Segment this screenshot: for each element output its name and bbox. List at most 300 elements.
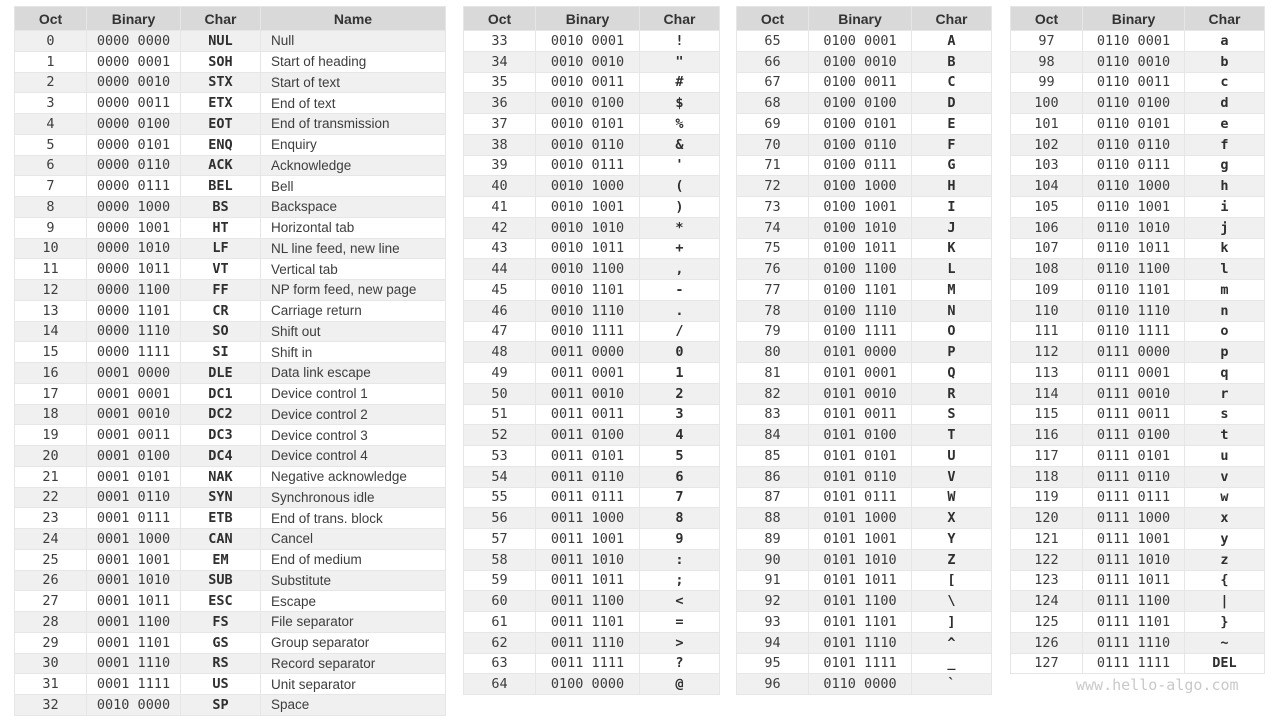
char-cell: + (640, 238, 720, 259)
table-row (15, 259, 446, 280)
table-row (464, 549, 720, 570)
char-cell: HT (181, 217, 261, 238)
table-row (15, 342, 446, 363)
table-row (464, 342, 720, 363)
binary-cell: 0100 1001 (809, 197, 912, 218)
table-row (737, 72, 992, 93)
oct-cell: 58 (464, 549, 536, 570)
table-row (15, 238, 446, 259)
char-cell: x (1185, 508, 1265, 529)
name-cell: End of text (261, 93, 446, 114)
binary-cell: 0000 1001 (87, 217, 181, 238)
char-cell: L (912, 259, 992, 280)
name-cell: Null (261, 31, 446, 52)
table-row (464, 321, 720, 342)
oct-cell: 79 (737, 321, 809, 342)
table-row (1011, 300, 1265, 321)
char-cell: 8 (640, 508, 720, 529)
table-row (464, 217, 720, 238)
binary-cell: 0000 1110 (87, 321, 181, 342)
binary-cell: 0111 1010 (1083, 549, 1185, 570)
binary-cell: 0011 1001 (536, 529, 640, 550)
char-cell: h (1185, 176, 1265, 197)
table-row (1011, 155, 1265, 176)
binary-cell: 0001 0100 (87, 446, 181, 467)
ascii-table-uppercase-letters (736, 6, 992, 695)
binary-cell: 0000 0000 (87, 31, 181, 52)
binary-cell: 0100 0010 (809, 51, 912, 72)
table-row (464, 259, 720, 280)
oct-cell: 51 (464, 404, 536, 425)
char-cell: t (1185, 425, 1265, 446)
char-cell: v (1185, 466, 1265, 487)
oct-cell: 85 (737, 446, 809, 467)
oct-cell: 109 (1011, 280, 1083, 301)
binary-cell: 0110 0000 (809, 674, 912, 695)
column-header-binary: Binary (536, 7, 640, 31)
char-cell: NUL (181, 31, 261, 52)
oct-cell: 37 (464, 114, 536, 135)
table-row (1011, 134, 1265, 155)
binary-cell: 0011 1111 (536, 653, 640, 674)
oct-cell: 39 (464, 155, 536, 176)
table-row (464, 466, 720, 487)
table-row (737, 217, 992, 238)
char-cell: SUB (181, 570, 261, 591)
ascii-table-punctuation-digits (463, 6, 720, 695)
oct-cell: 59 (464, 570, 536, 591)
binary-cell: 0001 0010 (87, 404, 181, 425)
char-cell: i (1185, 197, 1265, 218)
table-row (737, 446, 992, 467)
table-row (737, 383, 992, 404)
binary-cell: 0110 1000 (1083, 176, 1185, 197)
table-row (1011, 529, 1265, 550)
char-cell: N (912, 300, 992, 321)
binary-cell: 0101 1011 (809, 570, 912, 591)
oct-cell: 95 (737, 653, 809, 674)
binary-cell: 0111 0000 (1083, 342, 1185, 363)
binary-cell: 0110 1100 (1083, 259, 1185, 280)
oct-cell: 64 (464, 674, 536, 695)
table-row (737, 570, 992, 591)
oct-cell: 88 (737, 508, 809, 529)
oct-cell: 2 (15, 72, 87, 93)
binary-cell: 0110 0101 (1083, 114, 1185, 135)
oct-cell: 66 (737, 51, 809, 72)
table-row (15, 446, 446, 467)
oct-cell: 65 (737, 31, 809, 52)
table-row (1011, 238, 1265, 259)
oct-cell: 33 (464, 31, 536, 52)
oct-cell: 53 (464, 446, 536, 467)
name-cell: Record separator (261, 653, 446, 674)
oct-cell: 108 (1011, 259, 1083, 280)
table-row (15, 549, 446, 570)
column-header-binary: Binary (87, 7, 181, 31)
oct-cell: 83 (737, 404, 809, 425)
table-row (15, 404, 446, 425)
char-cell: f (1185, 134, 1265, 155)
oct-cell: 121 (1011, 529, 1083, 550)
name-cell: Space (261, 695, 446, 716)
binary-cell: 0011 1011 (536, 570, 640, 591)
char-cell: # (640, 72, 720, 93)
oct-cell: 126 (1011, 632, 1083, 653)
table-row (737, 134, 992, 155)
binary-cell: 0001 1001 (87, 549, 181, 570)
char-cell: k (1185, 238, 1265, 259)
oct-cell: 115 (1011, 404, 1083, 425)
binary-cell: 0100 1010 (809, 217, 912, 238)
oct-cell: 87 (737, 487, 809, 508)
char-cell: s (1185, 404, 1265, 425)
table-row (1011, 404, 1265, 425)
name-cell: End of medium (261, 549, 446, 570)
binary-cell: 0110 1011 (1083, 238, 1185, 259)
oct-cell: 114 (1011, 383, 1083, 404)
oct-cell: 106 (1011, 217, 1083, 238)
binary-cell: 0010 0110 (536, 134, 640, 155)
oct-cell: 3 (15, 93, 87, 114)
column-header-char: Char (640, 7, 720, 31)
table-row (15, 134, 446, 155)
name-cell: Negative acknowledge (261, 466, 446, 487)
binary-cell: 0000 1101 (87, 300, 181, 321)
binary-cell: 0101 0110 (809, 466, 912, 487)
binary-cell: 0001 1101 (87, 632, 181, 653)
binary-cell: 0101 0000 (809, 342, 912, 363)
table-row (737, 259, 992, 280)
oct-cell: 102 (1011, 134, 1083, 155)
table-row (464, 529, 720, 550)
table-row (464, 176, 720, 197)
binary-cell: 0000 0111 (87, 176, 181, 197)
table-row (1011, 487, 1265, 508)
binary-cell: 0000 1100 (87, 280, 181, 301)
char-cell: c (1185, 72, 1265, 93)
binary-cell: 0111 1101 (1083, 612, 1185, 633)
table-row (737, 674, 992, 695)
binary-cell: 0001 1000 (87, 529, 181, 550)
char-cell: T (912, 425, 992, 446)
oct-cell: 50 (464, 383, 536, 404)
char-cell: ~ (1185, 632, 1265, 653)
table-row (464, 238, 720, 259)
binary-cell: 0101 0101 (809, 446, 912, 467)
binary-cell: 0001 1110 (87, 653, 181, 674)
oct-cell: 81 (737, 363, 809, 384)
binary-cell: 0010 0101 (536, 114, 640, 135)
binary-cell: 0010 0011 (536, 72, 640, 93)
oct-cell: 73 (737, 197, 809, 218)
binary-cell: 0000 0110 (87, 155, 181, 176)
binary-cell: 0111 1011 (1083, 570, 1185, 591)
oct-cell: 44 (464, 259, 536, 280)
table-row (737, 549, 992, 570)
table-row (1011, 321, 1265, 342)
char-cell: . (640, 300, 720, 321)
oct-cell: 82 (737, 383, 809, 404)
char-cell: W (912, 487, 992, 508)
header-row (1011, 7, 1265, 31)
name-cell: File separator (261, 612, 446, 633)
oct-cell: 12 (15, 280, 87, 301)
oct-cell: 113 (1011, 363, 1083, 384)
binary-cell: 0010 0001 (536, 31, 640, 52)
oct-cell: 25 (15, 549, 87, 570)
binary-cell: 0100 1110 (809, 300, 912, 321)
binary-cell: 0011 0011 (536, 404, 640, 425)
binary-cell: 0100 0001 (809, 31, 912, 52)
name-cell: Device control 4 (261, 446, 446, 467)
oct-cell: 111 (1011, 321, 1083, 342)
char-cell: R (912, 383, 992, 404)
char-cell: P (912, 342, 992, 363)
table-row (464, 363, 720, 384)
char-cell: EOT (181, 114, 261, 135)
column-header-binary: Binary (809, 7, 912, 31)
table-row (464, 134, 720, 155)
binary-cell: 0111 1100 (1083, 591, 1185, 612)
table-row (737, 31, 992, 52)
table-row (1011, 176, 1265, 197)
char-cell: ENQ (181, 134, 261, 155)
char-cell: DEL (1185, 653, 1265, 674)
char-cell: , (640, 259, 720, 280)
column-header-oct: Oct (1011, 7, 1083, 31)
table-row (1011, 363, 1265, 384)
table-row (15, 217, 446, 238)
oct-cell: 105 (1011, 197, 1083, 218)
binary-cell: 0010 0111 (536, 155, 640, 176)
oct-cell: 122 (1011, 549, 1083, 570)
char-cell: r (1185, 383, 1265, 404)
char-cell: z (1185, 549, 1265, 570)
binary-cell: 0010 1010 (536, 217, 640, 238)
header-row (464, 7, 720, 31)
binary-cell: 0110 0010 (1083, 51, 1185, 72)
binary-cell: 0111 0101 (1083, 446, 1185, 467)
char-cell: V (912, 466, 992, 487)
binary-cell: 0111 1110 (1083, 632, 1185, 653)
name-cell: Device control 2 (261, 404, 446, 425)
table-row (737, 197, 992, 218)
table-row (737, 238, 992, 259)
char-cell: STX (181, 72, 261, 93)
oct-cell: 19 (15, 425, 87, 446)
name-cell: Escape (261, 591, 446, 612)
table-row (464, 591, 720, 612)
binary-cell: 0010 0000 (87, 695, 181, 716)
oct-cell: 97 (1011, 31, 1083, 52)
oct-cell: 62 (464, 632, 536, 653)
char-cell: d (1185, 93, 1265, 114)
binary-cell: 0101 0100 (809, 425, 912, 446)
char-cell: FF (181, 280, 261, 301)
oct-cell: 93 (737, 612, 809, 633)
oct-cell: 4 (15, 114, 87, 135)
char-cell: DC2 (181, 404, 261, 425)
table-row (737, 404, 992, 425)
char-cell: [ (912, 570, 992, 591)
oct-cell: 70 (737, 134, 809, 155)
oct-cell: 41 (464, 197, 536, 218)
char-cell: ? (640, 653, 720, 674)
oct-cell: 69 (737, 114, 809, 135)
oct-cell: 55 (464, 487, 536, 508)
oct-cell: 32 (15, 695, 87, 716)
binary-cell: 0110 0011 (1083, 72, 1185, 93)
table-row (737, 653, 992, 674)
name-cell: Carriage return (261, 300, 446, 321)
oct-cell: 103 (1011, 155, 1083, 176)
oct-cell: 92 (737, 591, 809, 612)
char-cell: 2 (640, 383, 720, 404)
table-row (1011, 31, 1265, 52)
ascii-table-control-characters (14, 6, 446, 716)
table-row (1011, 72, 1265, 93)
binary-cell: 0101 1110 (809, 632, 912, 653)
binary-cell: 0101 0011 (809, 404, 912, 425)
oct-cell: 7 (15, 176, 87, 197)
char-cell: " (640, 51, 720, 72)
binary-cell: 0000 1011 (87, 259, 181, 280)
header-row (15, 7, 446, 31)
char-cell: q (1185, 363, 1265, 384)
table-row (1011, 342, 1265, 363)
oct-cell: 117 (1011, 446, 1083, 467)
char-cell: S (912, 404, 992, 425)
table-row (15, 570, 446, 591)
oct-cell: 6 (15, 155, 87, 176)
oct-cell: 28 (15, 612, 87, 633)
oct-cell: 8 (15, 197, 87, 218)
table-row (737, 51, 992, 72)
char-cell: g (1185, 155, 1265, 176)
table-row (464, 425, 720, 446)
binary-cell: 0101 0010 (809, 383, 912, 404)
oct-cell: 0 (15, 31, 87, 52)
binary-cell: 0000 1000 (87, 197, 181, 218)
table-row (1011, 466, 1265, 487)
oct-cell: 16 (15, 363, 87, 384)
char-cell: m (1185, 280, 1265, 301)
binary-cell: 0011 1100 (536, 591, 640, 612)
char-cell: 7 (640, 487, 720, 508)
char-cell: 1 (640, 363, 720, 384)
binary-cell: 0010 1101 (536, 280, 640, 301)
table-row (737, 155, 992, 176)
oct-cell: 45 (464, 280, 536, 301)
char-cell: / (640, 321, 720, 342)
name-cell: Shift in (261, 342, 446, 363)
table-row (1011, 197, 1265, 218)
binary-cell: 0100 1101 (809, 280, 912, 301)
binary-cell: 0001 0001 (87, 383, 181, 404)
table-row (464, 72, 720, 93)
binary-cell: 0010 1110 (536, 300, 640, 321)
char-cell: ! (640, 31, 720, 52)
oct-cell: 118 (1011, 466, 1083, 487)
char-cell: US (181, 674, 261, 695)
oct-cell: 26 (15, 570, 87, 591)
char-cell: H (912, 176, 992, 197)
table-row (464, 93, 720, 114)
char-cell: 0 (640, 342, 720, 363)
name-cell: Start of text (261, 72, 446, 93)
binary-cell: 0110 1110 (1083, 300, 1185, 321)
table-row (464, 674, 720, 695)
binary-cell: 0110 1111 (1083, 321, 1185, 342)
oct-cell: 60 (464, 591, 536, 612)
binary-cell: 0000 0001 (87, 51, 181, 72)
char-cell: B (912, 51, 992, 72)
binary-cell: 0010 1100 (536, 259, 640, 280)
binary-cell: 0011 0111 (536, 487, 640, 508)
binary-cell: 0011 0001 (536, 363, 640, 384)
oct-cell: 90 (737, 549, 809, 570)
table-row (464, 570, 720, 591)
binary-cell: 0111 0010 (1083, 383, 1185, 404)
char-cell: | (1185, 591, 1265, 612)
char-cell: 5 (640, 446, 720, 467)
binary-cell: 0111 0110 (1083, 466, 1185, 487)
table-row (464, 155, 720, 176)
name-cell: Acknowledge (261, 155, 446, 176)
char-cell: F (912, 134, 992, 155)
name-cell: Cancel (261, 529, 446, 550)
binary-cell: 0001 0110 (87, 487, 181, 508)
char-cell: l (1185, 259, 1265, 280)
table-row (464, 114, 720, 135)
binary-cell: 0001 1100 (87, 612, 181, 633)
char-cell: 6 (640, 466, 720, 487)
binary-cell: 0100 0011 (809, 72, 912, 93)
name-cell: Vertical tab (261, 259, 446, 280)
char-cell: o (1185, 321, 1265, 342)
char-cell: \ (912, 591, 992, 612)
oct-cell: 35 (464, 72, 536, 93)
oct-cell: 15 (15, 342, 87, 363)
oct-cell: 52 (464, 425, 536, 446)
table-row (464, 280, 720, 301)
oct-cell: 127 (1011, 653, 1083, 674)
binary-cell: 0011 0101 (536, 446, 640, 467)
oct-cell: 63 (464, 653, 536, 674)
table-row (1011, 114, 1265, 135)
oct-cell: 77 (737, 280, 809, 301)
table-row (464, 51, 720, 72)
char-cell: * (640, 217, 720, 238)
oct-cell: 57 (464, 529, 536, 550)
oct-cell: 14 (15, 321, 87, 342)
table-row (1011, 259, 1265, 280)
char-cell: $ (640, 93, 720, 114)
char-cell: < (640, 591, 720, 612)
oct-cell: 68 (737, 93, 809, 114)
char-cell: @ (640, 674, 720, 695)
char-cell: FS (181, 612, 261, 633)
binary-cell: 0100 0000 (536, 674, 640, 695)
char-cell: M (912, 280, 992, 301)
table-row (464, 612, 720, 633)
char-cell: A (912, 31, 992, 52)
oct-cell: 104 (1011, 176, 1083, 197)
table-row (1011, 425, 1265, 446)
binary-cell: 0010 1000 (536, 176, 640, 197)
binary-cell: 0110 1101 (1083, 280, 1185, 301)
